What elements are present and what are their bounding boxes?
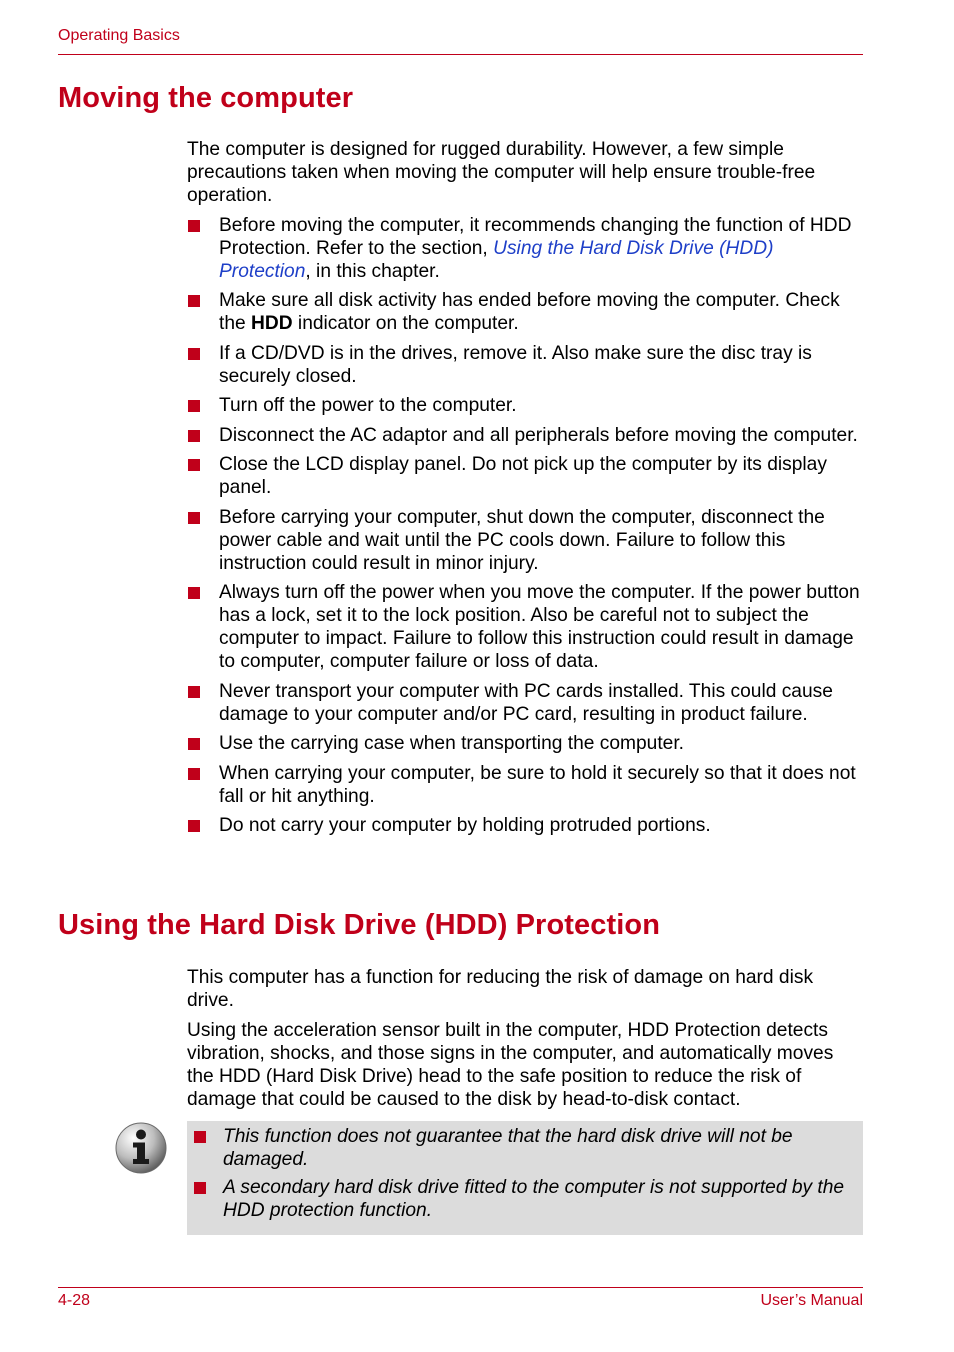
list-item-text: When carrying your computer, be sure to hold it securely so that it does not fall or hit anything. xyxy=(219,762,856,807)
list-item xyxy=(187,814,863,837)
note-box xyxy=(187,1121,863,1235)
bullet-square-icon xyxy=(188,295,200,307)
bullet-square-icon xyxy=(188,348,200,360)
section-body-moving xyxy=(187,138,863,844)
bullet-square-icon xyxy=(188,459,200,471)
bullet-square-icon xyxy=(188,512,200,524)
hdd-bold-text: HDD xyxy=(251,313,293,334)
bullet-square-icon xyxy=(194,1131,206,1143)
page-number: 4-28 xyxy=(58,1292,91,1309)
bullet-square-icon xyxy=(188,738,200,750)
section-title-moving: Moving the computer xyxy=(58,82,354,114)
bullet-square-icon xyxy=(188,686,200,698)
list-item xyxy=(187,581,863,673)
bullet-square-icon xyxy=(188,400,200,412)
footer-rule xyxy=(58,1287,863,1288)
header-rule xyxy=(58,54,863,55)
bullet-square-icon xyxy=(188,768,200,780)
list-item-text: Close the LCD display panel. Do not pick up the computer by its display panel. xyxy=(219,454,827,498)
list-item-text: Never transport your computer with PC cards installed. This could cause damage to your computer and/or PC card, resulting in product failure. xyxy=(219,680,833,725)
list-item xyxy=(187,453,863,499)
list-item-text: Disconnect the AC adaptor and all peripherals before moving the computer. xyxy=(219,424,858,446)
list-item xyxy=(187,289,863,335)
list-item xyxy=(187,732,863,755)
bullet-square-icon xyxy=(188,430,200,442)
list-item xyxy=(187,424,863,447)
intro-paragraph: The computer is designed for rugged durability. However, a few simple precautions taken when moving the computer will help ensure trouble-free operation. xyxy=(187,139,816,206)
bullet-square-icon xyxy=(188,820,200,832)
precautions-list xyxy=(187,214,863,838)
hdd-protection-link[interactable]: Using the Hard Disk Drive (HDD) Protection xyxy=(219,237,774,282)
note-item-text: A secondary hard disk drive fitted to the computer is not supported by the HDD protection function. xyxy=(223,1177,845,1221)
note-item-text: This function does not guarantee that the hard disk drive will not be damaged. xyxy=(223,1126,793,1170)
list-item-text: Do not carry your computer by holding protruded portions. xyxy=(219,815,711,836)
list-item xyxy=(189,1125,849,1171)
list-item xyxy=(187,762,863,808)
bullet-square-icon xyxy=(188,587,200,599)
list-item-text: Make sure all disk activity has ended before moving the computer. Check the xyxy=(219,290,840,334)
list-item-text: Always turn off the power when you move the computer. If the power button has a lock, set it to the lock position. Also be careful not to subject the computer to impact. Failure to follow this instruction could result in damage to computer, computer failure or loss of data. xyxy=(219,582,860,672)
list-item xyxy=(187,394,863,417)
list-item-text: If a CD/DVD is in the drives, remove it. Also make sure the disc tray is securely closed. xyxy=(219,342,812,387)
list-item-text: Turn off the power to the computer. xyxy=(219,395,517,416)
manual-title: User’s Manual xyxy=(760,1292,863,1309)
section-title-hdd-protection: Using the Hard Disk Drive (HDD) Protection xyxy=(58,909,661,941)
list-item-text: Before carrying your computer, shut down the computer, disconnect the power cable and wait until the PC cools down. Failure to follow this instruction could result in minor injury. xyxy=(219,506,825,574)
list-item xyxy=(187,342,863,388)
list-item xyxy=(187,506,863,575)
header-section-title: Operating Basics xyxy=(58,27,180,44)
paragraph: Using the acceleration sensor built in the computer, HDD Protection detects vibration, shocks, and those signs in the computer, and automatically moves the HDD (Hard Disk Drive) head to the safe position to reduce the risk of damage that could be caused to the disk by head-to-disk contact. xyxy=(187,1019,834,1110)
section-body-hdd-protection xyxy=(187,966,863,1117)
list-item xyxy=(187,214,863,283)
paragraph: This computer has a function for reducing the risk of damage on hard disk drive. xyxy=(187,967,814,1011)
list-item-text: Before moving the computer, it recommends changing the function of HDD Protection. Refer to the section, xyxy=(219,214,852,259)
bullet-square-icon xyxy=(188,220,200,232)
info-icon xyxy=(114,1121,168,1175)
list-item-text: Use the carrying case when transporting the computer. xyxy=(219,733,685,754)
list-item xyxy=(187,680,863,726)
list-item-text: indicator on the computer. xyxy=(292,313,519,334)
note-list xyxy=(189,1125,849,1222)
list-item-text: , in this chapter. xyxy=(305,260,440,282)
bullet-square-icon xyxy=(194,1182,206,1194)
list-item xyxy=(189,1176,849,1222)
